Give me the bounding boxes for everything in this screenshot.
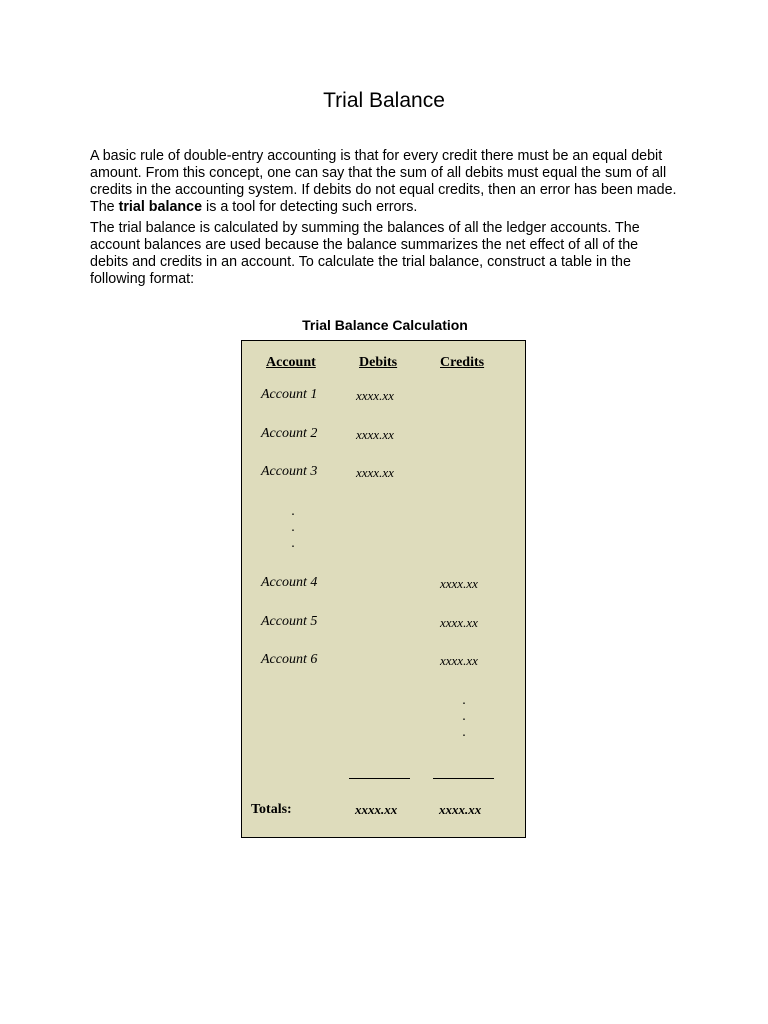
account-6-credit: xxxx.xx (440, 653, 478, 668)
account-5-credit: xxxx.xx (440, 615, 478, 630)
total-credits: xxxx.xx (439, 802, 482, 817)
trial-balance-term: trial balance (118, 199, 203, 215)
account-3-label: Account 3 (261, 464, 318, 479)
account-6-label: Account 6 (261, 652, 318, 667)
account-1-debit: xxxx.xx (356, 388, 394, 403)
account-3-debit: xxxx.xx (356, 465, 394, 480)
account-2-debit: xxxx.xx (356, 427, 394, 442)
debits-total-rule (349, 778, 410, 779)
intro-text-end: is a tool for detecting such errors. (202, 199, 418, 215)
account-5-label: Account 5 (261, 614, 318, 629)
header-debits: Debits (359, 355, 398, 370)
ellipsis-dot: . (291, 536, 295, 551)
totals-label: Totals: (251, 802, 292, 817)
ellipsis-dot: . (462, 693, 466, 708)
credit-ellipsis (459, 693, 469, 741)
trial-balance-table (241, 340, 526, 838)
credits-total-rule (433, 778, 494, 779)
header-account: Account (266, 355, 316, 370)
ellipsis-dot: . (462, 709, 466, 724)
account-2-label: Account 2 (261, 426, 318, 441)
calculation-paragraph: The trial balance is calculated by summing the balances of all the ledger accounts. The account balances are used because the balance summarizes the net effect of all of the debits and credits in an account. To calculate the trial balance, construct a table in the following format: (90, 220, 640, 287)
table-caption: Trial Balance Calculation (302, 317, 468, 333)
account-4-credit: xxxx.xx (440, 576, 478, 591)
account-ellipsis (288, 504, 298, 552)
intro-paragraph (90, 148, 680, 216)
account-4-label: Account 4 (261, 575, 318, 590)
page-title: Trial Balance (323, 89, 445, 112)
header-credits: Credits (440, 355, 485, 370)
total-debits: xxxx.xx (355, 802, 398, 817)
ellipsis-dot: . (462, 725, 466, 740)
ellipsis-dot: . (291, 504, 295, 519)
account-1-label: Account 1 (261, 387, 318, 402)
ellipsis-dot: . (291, 520, 295, 535)
intro-text-start: A basic rule of double-entry accounting is that for every credit there must be an equal debit amount. From this concept, one can say that the sum of all debits must equal the sum of all credits in the accounting system. If debits do not equal credits, then an error has been made. The (90, 148, 677, 215)
